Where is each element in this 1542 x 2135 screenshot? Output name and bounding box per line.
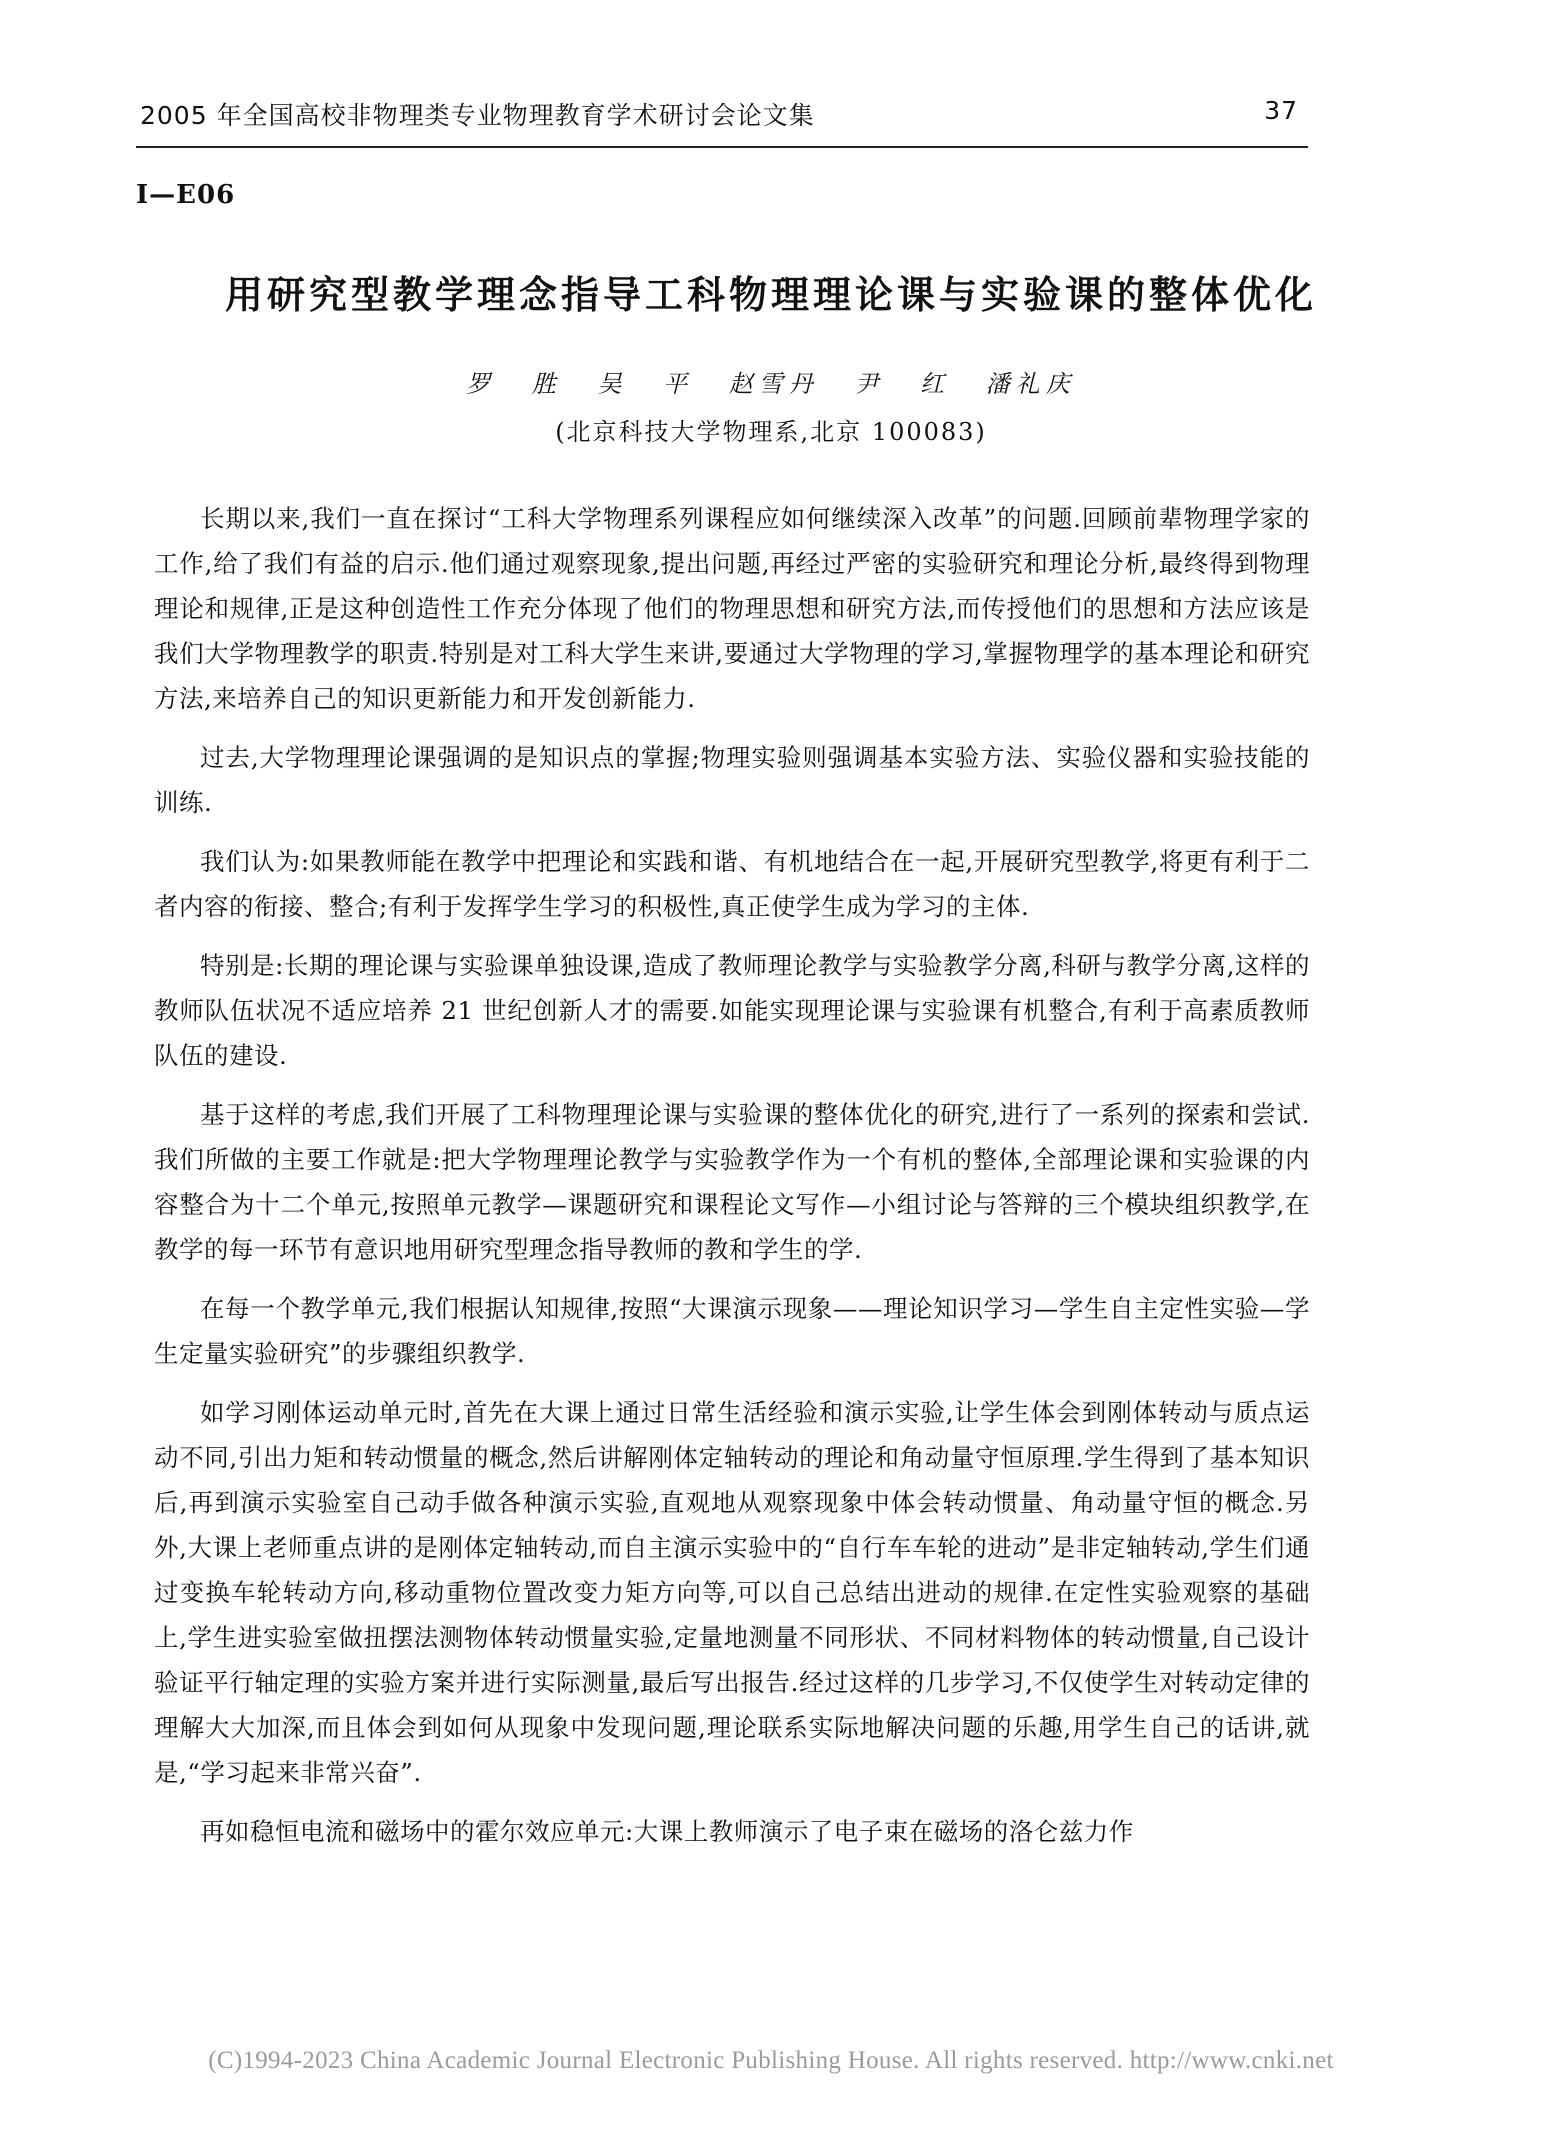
page-number: 37 bbox=[1264, 96, 1298, 125]
paragraph: 长期以来,我们一直在探讨“工科大学物理系列课程应如何继续深入改革”的问题.回顾前辈物理学家的工作,给了我们有益的启示.他们通过观察现象,提出问题,再经过严密的实验研究和理论分析,最终得到物理理论和规律,正是这种创造性工作充分体现了他们的物理思想和研究方法,而传授他们的思想和方法应该是我们大学物理教学的职责.特别是对工科大学生来讲,要通过大学物理的学习,掌握物理学的基本理论和研究方法,来培养自己的知识更新能力和开发创新能力. bbox=[154, 504, 1310, 713]
paragraph: 我们认为:如果教师能在教学中把理论和实践和谐、有机地结合在一起,开展研究型教学,将更有利于二者内容的衔接、整合;有利于发挥学生学习的积极性,真正使学生成为学习的主体. bbox=[154, 847, 1310, 921]
body-text bbox=[154, 496, 1310, 1868]
paper-title: 用研究型教学理念指导工科物理理论课与实验课的整体优化 bbox=[224, 273, 1317, 317]
journal-title: 2005 年全国高校非物理类专业物理教育学术研讨会论文集 bbox=[140, 101, 815, 130]
affiliation: (北京科技大学物理系,北京 100083) bbox=[555, 418, 987, 446]
paragraph: 如学习刚体运动单元时,首先在大课上通过日常生活经验和演示实验,让学生体会到刚体转动与质点运动不同,引出力矩和转动惯量的概念,然后讲解刚体定轴转动的理论和角动量守恒原理.学生得到了基本知识后,再到演示实验室自己动手做各种演示实验,直观地从观察现象中体会转动惯量、角动量守恒的概念.另外,大课上老师重点讲的是刚体定轴转动,而自主演示实验中的“自行车车轮的进动”是非定轴转动,学生们通过变换车轮转动方向,移动重物位置改变力矩方向等,可以自己总结出进动的规律.在定性实验观察的基础上,学生进实验室做扭摆法测物体转动惯量实验,定量地测量不同形状、不同材料物体的转动惯量,自己设计验证平行轴定理的实验方案并进行实际测量,最后写出报告.经过这样的几步学习,不仅使学生对转动定律的理解大大加深,而且体会到如何从现象中发现问题,理论联系实际地解决问题的乐趣,用学生自己的话讲,就是,“学习起来非常兴奋”. bbox=[154, 1398, 1310, 1787]
paragraph: 基于这样的考虑,我们开展了工科物理理论课与实验课的整体优化的研究,进行了一系列的探索和尝试.我们所做的主要工作就是:把大学物理理论教学与实验教学作为一个有机的整体,全部理论课和实验课的内容整合为十二个单元,按照单元教学—课题研究和课程论文写作—小组讨论与答辩的三个模块组织教学,在教学的每一环节有意识地用研究型理念指导教师的教和学生的学. bbox=[154, 1100, 1310, 1264]
paragraph: 特别是:长期的理论课与实验课单独设课,造成了教师理论教学与实验教学分离,科研与教学分离,这样的教师队伍状况不适应培养 21 世纪创新人才的需要.如能实现理论课与实验课有机整合,有利于高素质教师队伍的建设. bbox=[154, 951, 1310, 1070]
paragraph: 再如稳恒电流和磁场中的霍尔效应单元:大课上教师演示了电子束在磁场的洛仑兹力作 bbox=[200, 1817, 1134, 1846]
paper-id: I—E06 bbox=[136, 180, 236, 210]
running-head bbox=[140, 96, 1308, 132]
authors: 罗 胜 吴 平 赵雪丹 尹 红 潘礼庆 bbox=[466, 370, 1076, 398]
paragraph: 过去,大学物理理论课强调的是知识点的掌握;物理实验则强调基本实验方法、实验仪器和实验技能的训练. bbox=[154, 743, 1310, 817]
paragraph: 在每一个教学单元,我们根据认知规律,按照“大课演示现象——理论知识学习—学生自主定性实验—学生定量实验研究”的步骤组织教学. bbox=[154, 1294, 1310, 1368]
header-rule bbox=[136, 146, 1308, 148]
copyright-footer: (C)1994-2023 China Academic Journal Electronic Publishing House. All rights reserved. http://www.cnki.net bbox=[208, 2047, 1334, 2074]
